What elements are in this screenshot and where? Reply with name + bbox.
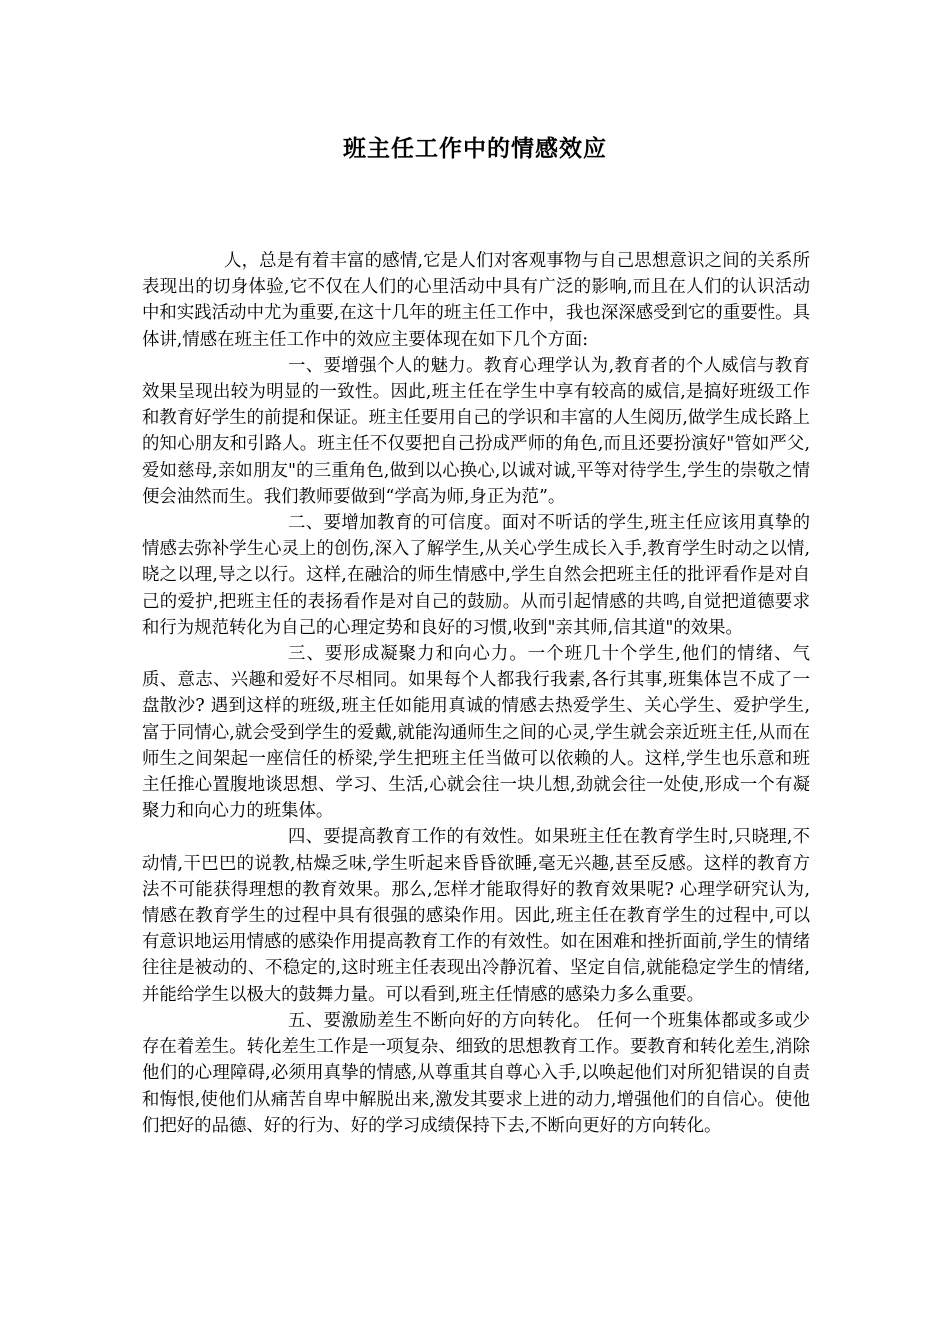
document-body xyxy=(142,248,810,1139)
intro-paragraph: 人，总是有着丰富的感情,它是人们对客观事物与自己思想意识之间的关系所表现出的切身体验,它不仅在人们的心里活动中具有广泛的影响,而且在人们的认识活动中和实践活动中尤为重要,在这十几年的班主任工作中，我也深深感受到它的重要性。具体讲,情感在班主任工作中的效应主要体现在如下几个方面: xyxy=(142,251,810,350)
document-title: 班主任工作中的情感效应 xyxy=(343,136,607,162)
section-paragraph-1: 一、要增强个人的魅力。教育心理学认为,教育者的个人威信与教育效果呈现出较为明显的一致性。因此,班主任在学生中享有较高的威信,是搞好班级工作和教育好学生的前提和保证。班主任要用自己的学识和丰富的人生阅历,做学生成长路上的知心朋友和引路人。班主任不仅要把自己扮成严师的角色,而且还要扮演好"管如严父,爱如慈母,亲如朋友"的三重角色,做到以心换心,以诚对诚,平等对待学生,学生的崇敬之情便会油然而生。我们教师要做到“学高为师,身正为范”。 xyxy=(142,355,810,507)
section-paragraph-2: 二、要增加教育的可信度。面对不听话的学生,班主任应该用真挚的情感去弥补学生心灵上的创伤,深入了解学生,从关心学生成长入手,教育学生时动之以情,晓之以理,导之以行。这样,在融洽的师生情感中,学生自然会把班主任的批评看作是对自己的爱护,把班主任的表扬看作是对自己的鼓励。从而引起情感的共鸣,自觉把道德要求和行为规范转化为自己的心理定势和良好的习惯,收到"亲其师,信其道"的效果。 xyxy=(142,513,810,638)
section-paragraph-3: 三、要形成凝聚力和向心力。一个班几十个学生,他们的情绪、气质、意志、兴趣和爱好不尽相同。如果每个人都我行我素,各行其事,班集体岂不成了一盘散沙? 遇到这样的班级,班主任如能用真诚的情感去热爱学生、关心学生、爱护学生,富于同情心,就会受到学生的爱戴,就能沟通师生之间的心灵,学生就会亲近班主任,从而在师生之间架起一座信任的桥梁,学生把班主任当做可以依赖的人。这样,学生也乐意和班主任推心置腹地谈思想、学习、生活,心就会往一块儿想,劲就会往一处使,形成一个有凝聚力和向心力的班集体。 xyxy=(142,644,810,822)
section-paragraph-5: 五、要激励差生不断向好的方向转化。 任何一个班集体都或多或少存在着差生。转化差生工作是一项复杂、细致的思想教育工作。要教育和转化差生,消除他们的心理障碍,必须用真挚的情感,从尊重其自尊心入手,以唤起他们对所犯错误的自责和悔恨,使他们从痛苦自卑中解脱出来,激发其要求上进的动力,增强他们的自信心。使他们把好的品德、好的行为、好的学习成绩保持下去,不断向更好的方向转化。 xyxy=(142,1010,810,1136)
section-paragraph-4: 四、要提高教育工作的有效性。如果班主任在教育学生时,只晓理,不动情,干巴巴的说教,枯燥乏味,学生听起来昏昏欲睡,毫无兴趣,甚至反感。这样的教育方法不可能获得理想的教育效果。那么,怎样才能取得好的教育效果呢? 心理学研究认为,情感在教育学生的过程中具有很强的感染作用。因此,班主任在教育学生的过程中,可以有意识地运用情感的感染作用提高教育工作的有效性。如在困难和挫折面前,学生的情绪往往是被动的、不稳定的,这时班主任表现出冷静沉着、坚定自信,就能稳定学生的情绪,并能给学生以极大的鼓舞力量。可以看到,班主任情感的感染力多么重要。 xyxy=(142,827,810,1005)
